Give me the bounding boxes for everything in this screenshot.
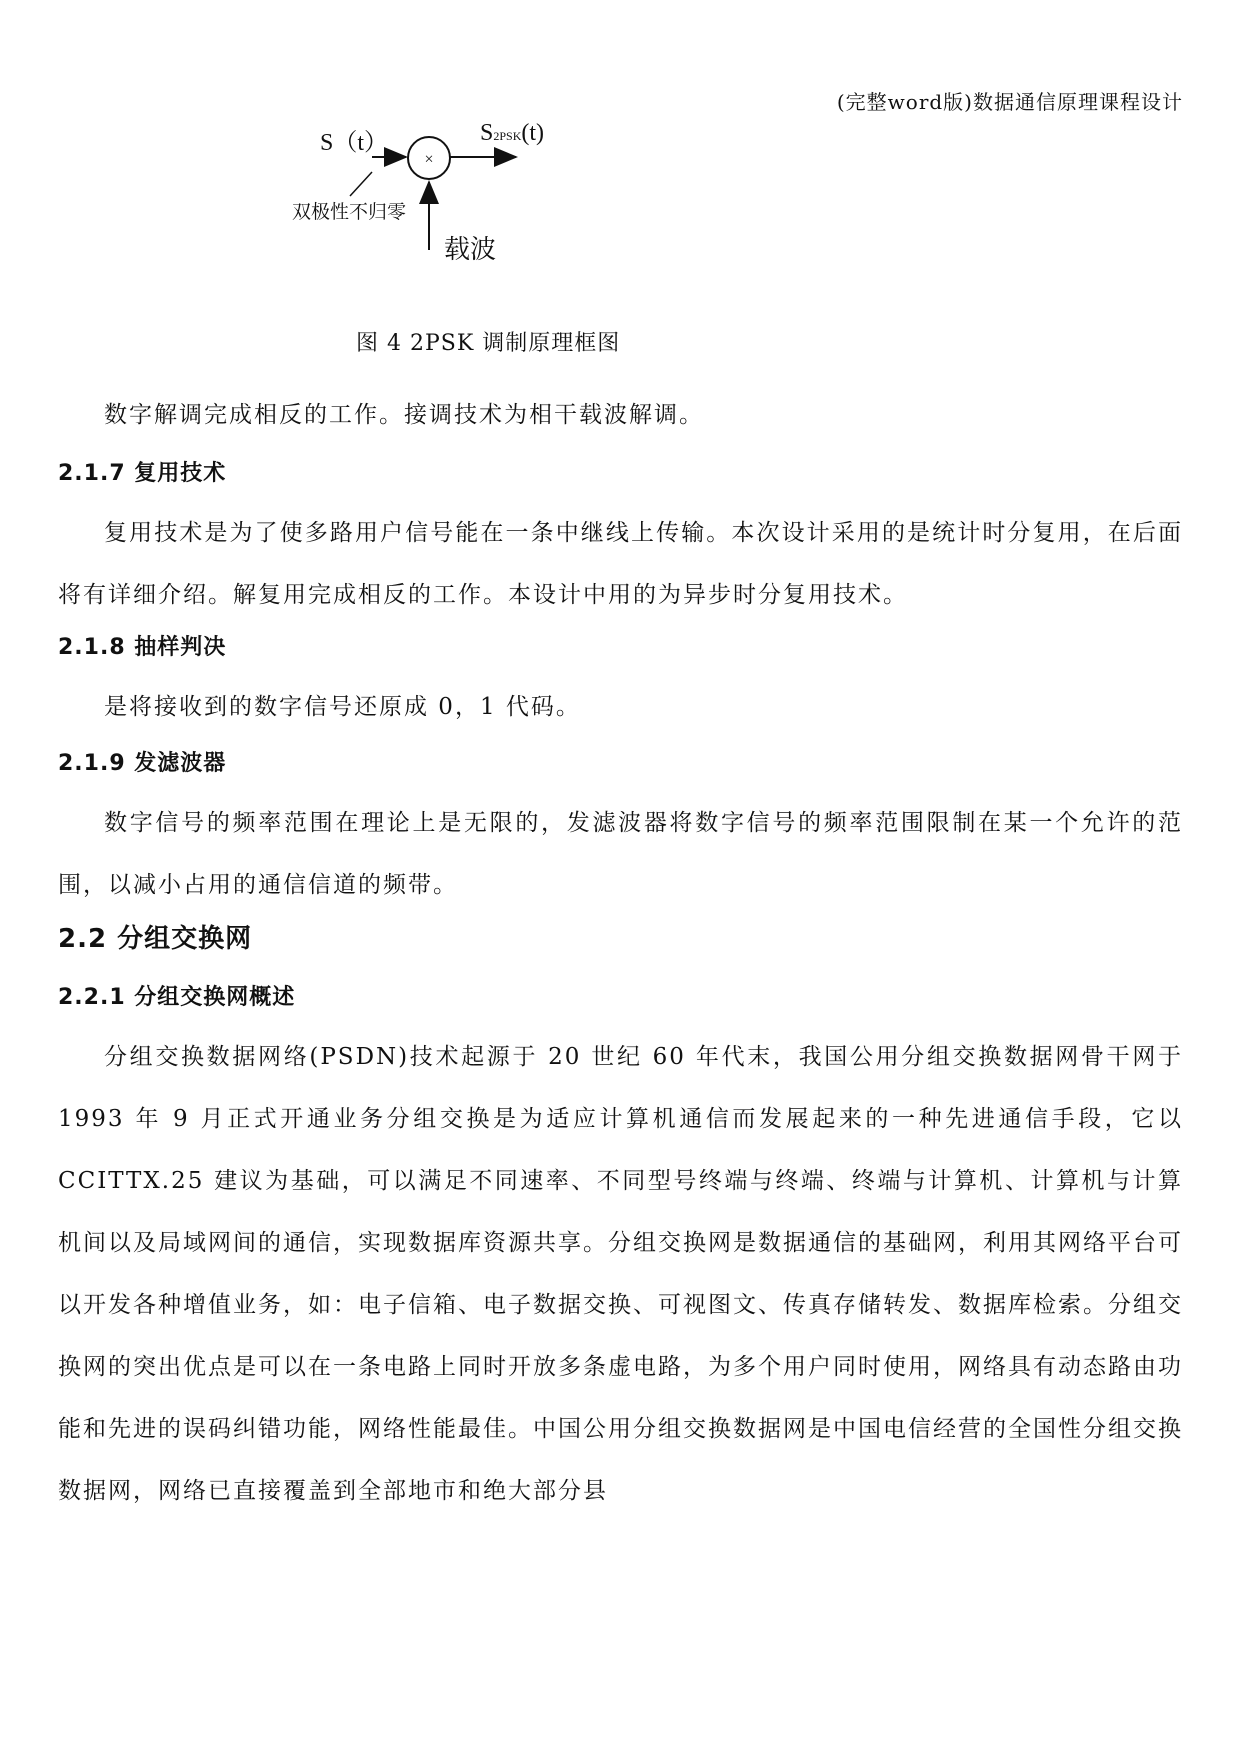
heading-2-2-1: 2.2.1 分组交换网概述: [58, 985, 296, 1010]
output-signal-label: S2PSK(t): [480, 120, 545, 146]
paragraph-demodulation: 数字解调完成相反的工作。接调技术为相干载波解调。: [104, 402, 704, 428]
modulation-diagram: [292, 120, 640, 310]
bipolar-label: 双极性不归零: [292, 202, 407, 223]
figure-caption: 图 4 2PSK 调制原理框图: [356, 331, 621, 356]
carrier-label: 载波: [444, 235, 497, 264]
input-signal-label: S（t）: [320, 130, 389, 156]
paragraph-filter: 数字信号的频率范围在理论上是无限的，发滤波器将数字信号的频率范围限制在某一个允许的范围，以减小占用的通信信道的频带。: [58, 810, 1183, 898]
paragraph-sampling: 是将接收到的数字信号还原成 0，1 代码。: [104, 694, 581, 720]
bipolar-pointer: [350, 172, 372, 196]
diagram-svg: [292, 120, 640, 310]
heading-2-1-7: 2.1.7 复用技术: [58, 461, 227, 486]
paragraph-packet-switching: 分组交换数据网络(PSDN)技术起源于 20 世纪 60 年代末，我国公用分组交换数据网骨干网于 1993 年 9 月正式开通业务分组交换是为适应计算机通信而发展起来的一种先进通信手段，它以 CCITTX.25 建议为基础，可以满足不同速率、不同型号终端与终端、终端与计算机、计算机与计算机间以及局域网间的通信，实现数据库资源共享。分组交换网是数据通信的基础网，利用其网络平台可以开发各种增值业务，如：电子信箱、电子数据交换、可视图文、传真存储转发、数据库检索。分组交换网的突出优点是可以在一条电路上同时开放多条虚电路，为多个用户同时使用，网络具有动态路由功能和先进的误码纠错功能，网络性能最佳。中国公用分组交换数据网是中国电信经营的全国性分组交换数据网，网络已直接覆盖到全部地市和绝大部分县: [58, 1044, 1183, 1504]
page-header: (完整word版)数据通信原理课程设计: [836, 90, 1183, 114]
heading-2-1-8: 2.1.8 抽样判决: [58, 635, 227, 660]
heading-2-2: 2.2 分组交换网: [58, 924, 253, 954]
heading-2-1-9: 2.1.9 发滤波器: [58, 751, 227, 776]
paragraph-multiplexing: 复用技术是为了使多路用户信号能在一条中继线上传输。本次设计采用的是统计时分复用，在后面将有详细介绍。解复用完成相反的工作。本设计中用的为异步时分复用技术。: [58, 520, 1183, 608]
multiplier-symbol: ×: [424, 151, 434, 168]
